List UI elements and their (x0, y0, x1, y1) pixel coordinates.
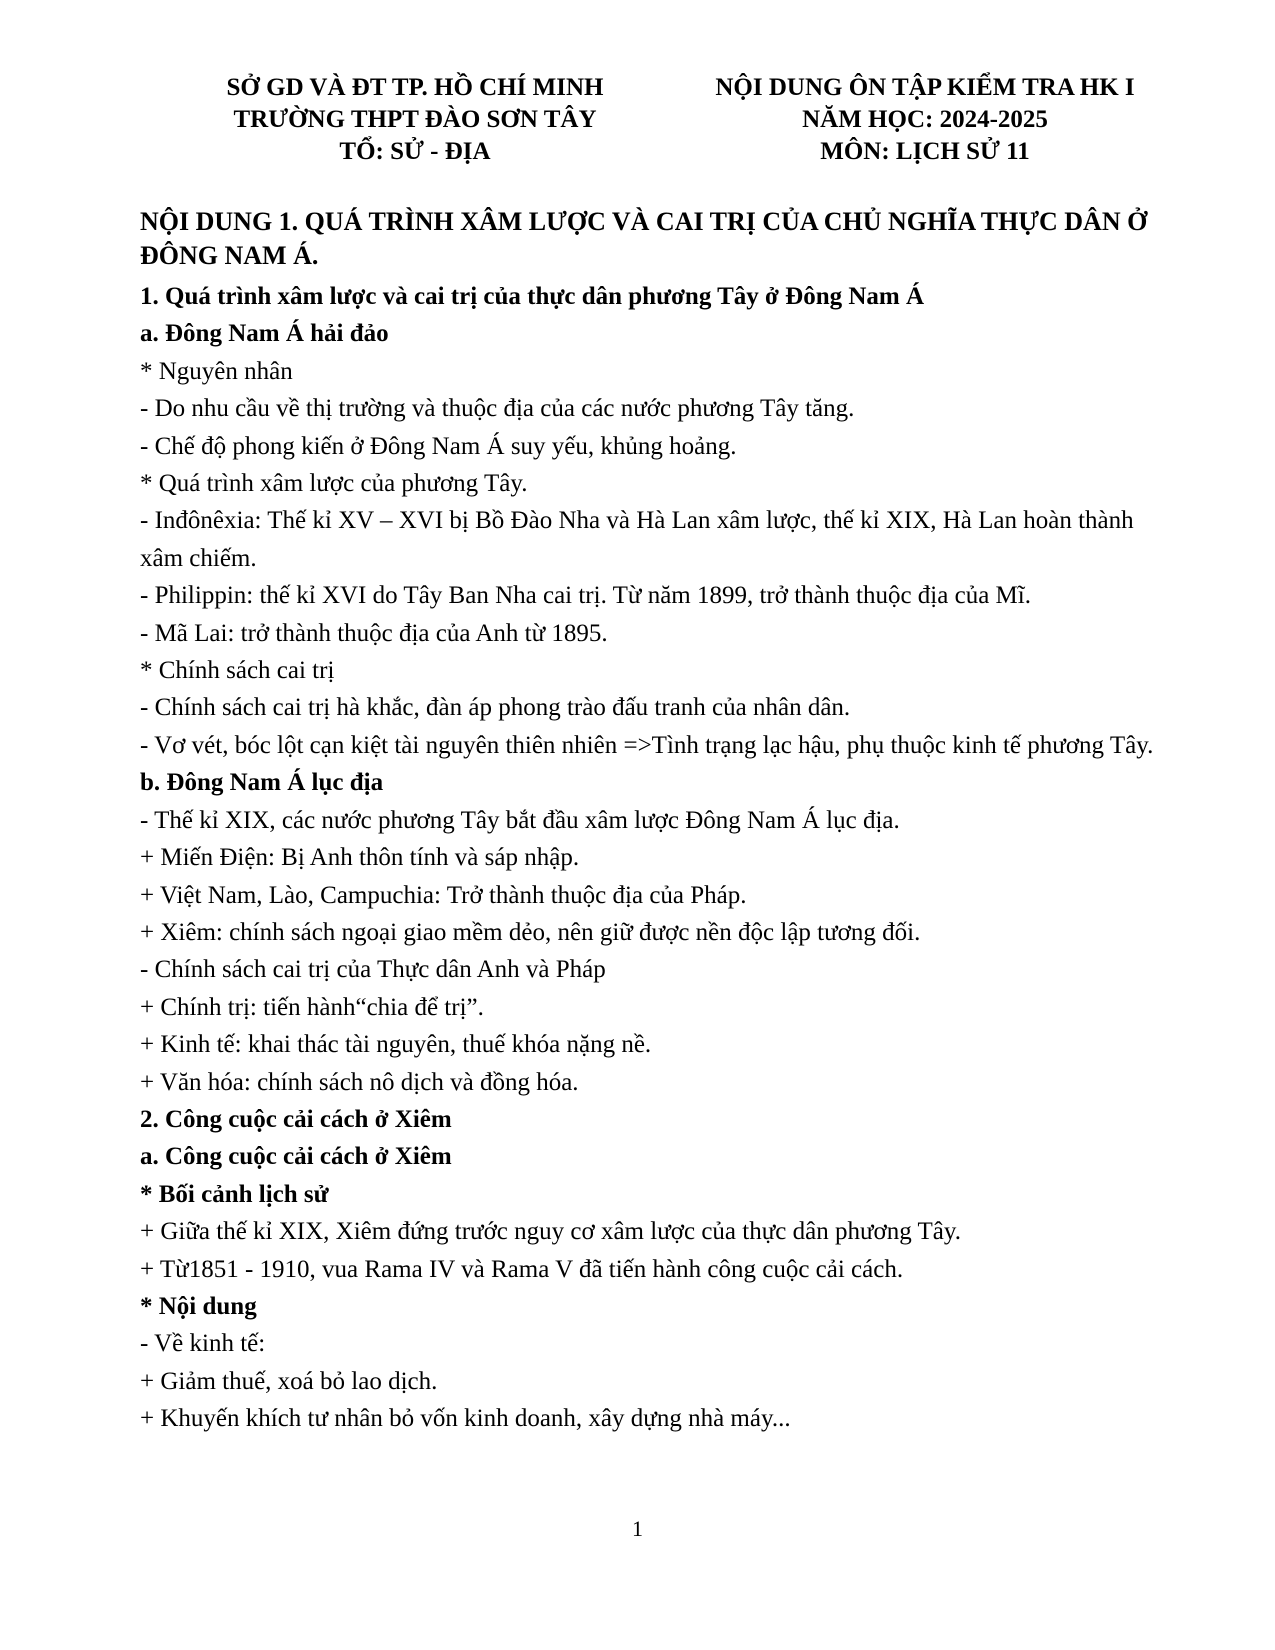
content-line: - Do nhu cầu về thị trường và thuộc địa của các nước phương Tây tăng. (140, 395, 855, 423)
subject: MÔN: LỊCH SỬ 11 (820, 138, 1030, 165)
content-line: - Philippin: thế kỉ XVI do Tây Ban Nha cai trị. Từ năm 1899, trở thành thuộc địa của Mĩ. (140, 582, 1031, 610)
group-name: TỔ: SỬ - ĐỊA (339, 138, 491, 165)
exam-info (680, 72, 1170, 168)
content-line: - Mã Lai: trở thành thuộc địa của Anh từ 1895. (140, 619, 608, 647)
content-line: + Miến Điện: Bị Anh thôn tính và sáp nhập. (140, 844, 580, 872)
section-title: NỘI DUNG 1. QUÁ TRÌNH XÂM LƯỢC VÀ CAI TRỊ CỦA CHỦ NGHĨA THỰC DÂN Ở ĐÔNG NAM Á. (140, 207, 1148, 270)
content-line: * Chính sách cai trị (140, 657, 335, 685)
content-line: - Inđônêxia: Thế kỉ XV – XVI bị Bồ Đào Nha và Hà Lan xâm lược, thế kỉ XIX, Hà Lan hoàn thành xâm chiếm. (140, 507, 1134, 572)
content-line: + Khuyến khích tư nhân bỏ vốn kinh doanh, xây dựng nhà máy... (140, 1405, 791, 1433)
content-heading: * Nội dung (140, 1292, 257, 1320)
document-body (140, 205, 1170, 1438)
document-header (0, 72, 1275, 172)
content-heading: 1. Quá trình xâm lược và cai trị của thực dân phương Tây ở Đông Nam Á (140, 283, 925, 310)
school-name: TRƯỜNG THPT ĐÀO SƠN TÂY (233, 106, 597, 133)
content-line: - Vơ vét, bóc lột cạn kiệt tài nguyên thiên nhiên =>Tình trạng lạc hậu, phụ thuộc kinh tế phương Tây. (140, 731, 1154, 759)
content-line: - Chính sách cai trị hà khắc, đàn áp phong trào đấu tranh của nhân dân. (140, 694, 851, 722)
content-heading: b. Đông Nam Á lục địa (140, 769, 384, 797)
content-line: + Việt Nam, Lào, Campuchia: Trở thành thuộc địa của Pháp. (140, 881, 747, 909)
content-line: + Từ1851 - 1910, vua Rama IV và Rama V đã tiến hành công cuộc cải cách. (140, 1255, 904, 1283)
content-line: + Giảm thuế, xoá bỏ lao dịch. (140, 1367, 438, 1395)
content-line: + Kinh tế: khai thác tài nguyên, thuế khóa nặng nề. (140, 1031, 652, 1059)
school-info (195, 72, 635, 168)
content-line: - Thế kỉ XIX, các nước phương Tây bắt đầu xâm lược Đông Nam Á lục địa. (140, 806, 900, 834)
content-heading: a. Đông Nam Á hải đảo (140, 320, 389, 348)
department-name: SỞ GD VÀ ĐT TP. HỒ CHÍ MINH (226, 74, 604, 101)
content-line: - Chính sách cai trị của Thực dân Anh và Pháp (140, 956, 606, 984)
content-heading: a. Công cuộc cải cách ở Xiêm (140, 1143, 452, 1171)
content-line: + Giữa thế kỉ XIX, Xiêm đứng trước nguy cơ xâm lược của thực dân phương Tây. (140, 1218, 962, 1246)
content-heading: 2. Công cuộc cải cách ở Xiêm (140, 1105, 452, 1133)
school-year: NĂM HỌC: 2024-2025 (802, 106, 1048, 133)
content-heading: * Bối cảnh lịch sử (140, 1180, 329, 1208)
document-title: NỘI DUNG ÔN TẬP KIỂM TRA HK I (715, 74, 1135, 101)
content-line: + Chính trị: tiến hành“chia để trị”. (140, 993, 484, 1021)
content-line: * Nguyên nhân (140, 357, 293, 385)
content-line: - Chế độ phong kiến ở Đông Nam Á suy yếu, khủng hoảng. (140, 432, 737, 460)
content-line: + Văn hóa: chính sách nô dịch và đồng hóa. (140, 1068, 579, 1096)
content-line: - Về kinh tế: (140, 1330, 266, 1358)
content-line: + Xiêm: chính sách ngoại giao mềm dẻo, nên giữ được nền độc lập tương đối. (140, 918, 921, 946)
content-lines (140, 278, 1170, 1438)
page-number: 1 (632, 1516, 643, 1541)
content-line: * Quá trình xâm lược của phương Tây. (140, 470, 528, 498)
